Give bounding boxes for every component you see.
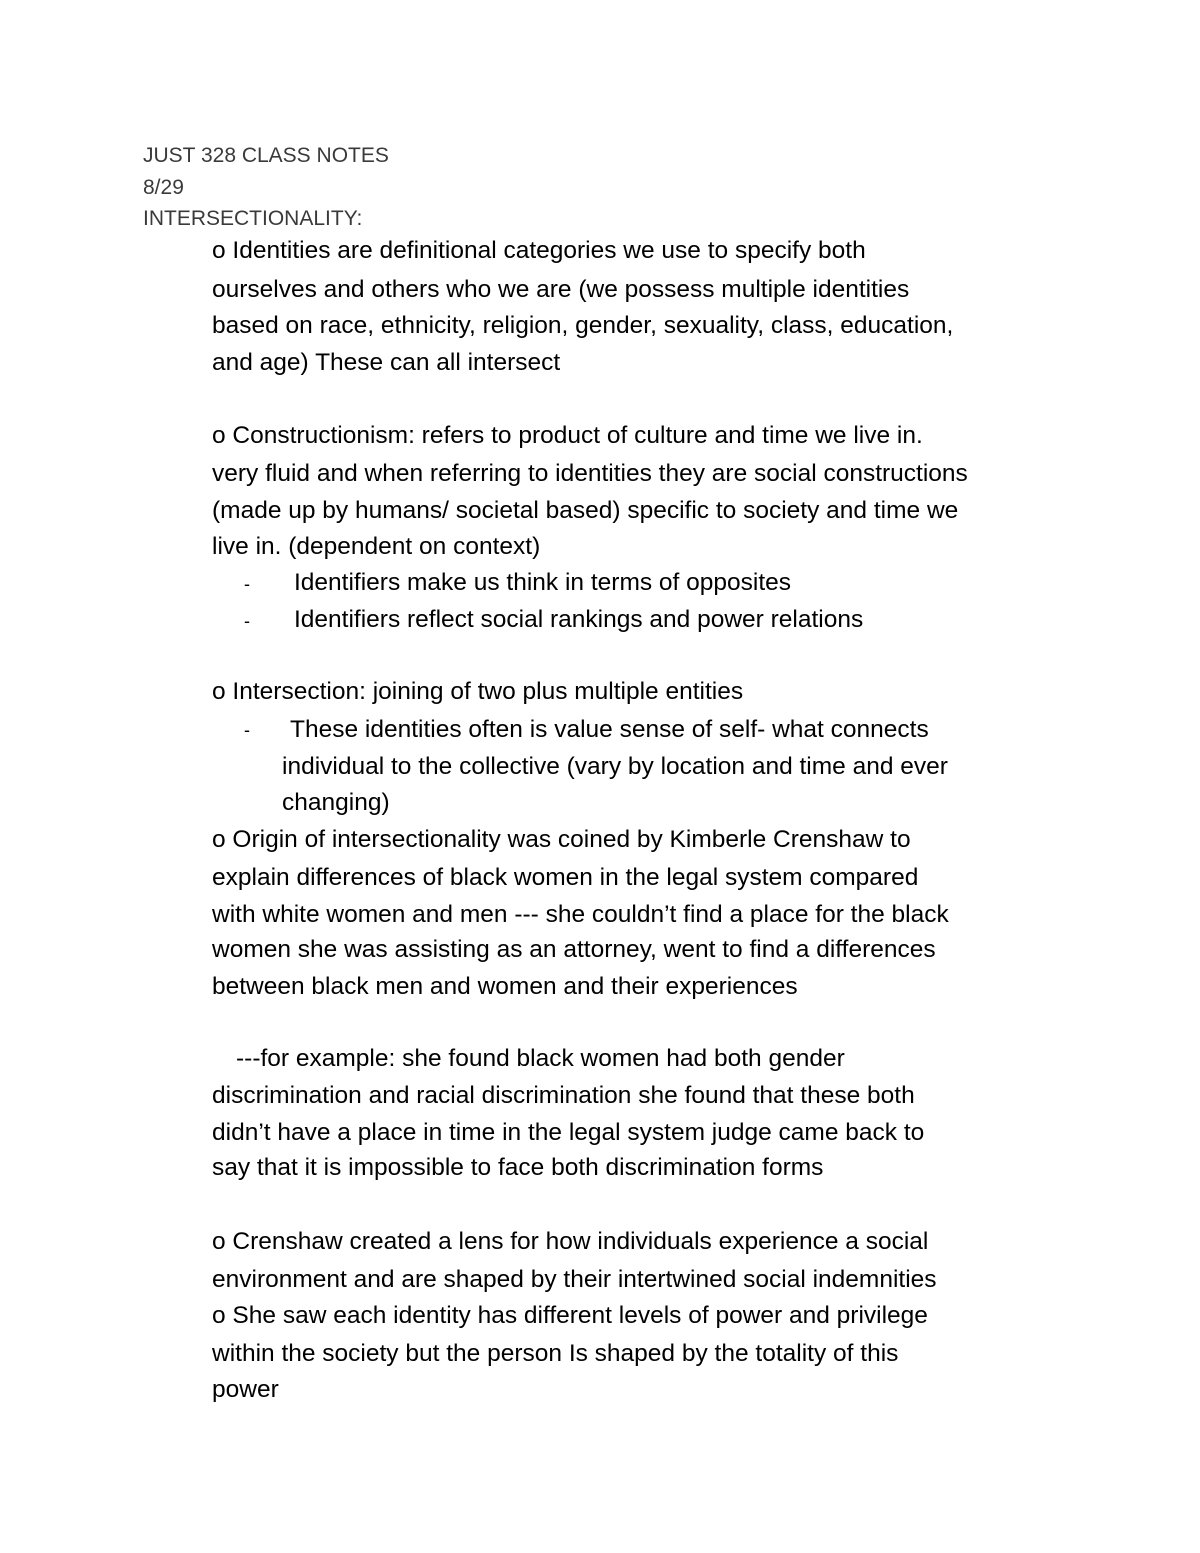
example-line: say that it is impossible to face both discrimination forms [212, 1154, 824, 1181]
intersection-line: o Intersection: joining of two plus multiple entities [212, 678, 744, 705]
document-topic: INTERSECTIONALITY: [143, 207, 363, 230]
example-line: ---for example: she found black women had both gender [236, 1045, 845, 1072]
constructionism-line: live in. (dependent on context) [212, 533, 541, 560]
bullet-dash: - [244, 574, 250, 594]
bullet-dash: - [244, 611, 250, 631]
origin-line: women she was assisting as an attorney, went to find a differences [212, 936, 936, 963]
origin-line: with white women and men --- she couldn’t find a place for the black [212, 901, 949, 928]
intersection-bullet-line: changing) [282, 789, 390, 816]
lens-line: o Crenshaw created a lens for how individuals experience a social [212, 1228, 929, 1255]
constructionism-line: (made up by humans/ societal based) specific to society and time we [212, 497, 959, 524]
example-line: didn’t have a place in time in the legal system judge came back to [212, 1119, 925, 1146]
constructionism-bullet: Identifiers make us think in terms of opposites [294, 569, 792, 596]
document-title: JUST 328 CLASS NOTES [143, 144, 389, 167]
constructionism-bullet: Identifiers reflect social rankings and power relations [294, 606, 864, 633]
power-line: o She saw each identity has different levels of power and privilege [212, 1302, 928, 1329]
identities-line: ourselves and others who we are (we possess multiple identities [212, 276, 910, 303]
example-line: discrimination and racial discrimination she found that these both [212, 1082, 915, 1109]
origin-line: between black men and women and their experiences [212, 973, 798, 1000]
constructionism-line: o Constructionism: refers to product of culture and time we live in. [212, 422, 923, 449]
intersection-bullet-line: individual to the collective (vary by location and time and ever [282, 753, 948, 780]
document-date: 8/29 [143, 176, 184, 199]
origin-line: o Origin of intersectionality was coined by Kimberle Crenshaw to [212, 826, 911, 853]
identities-line: and age) These can all intersect [212, 349, 561, 376]
power-line: power [212, 1376, 279, 1403]
origin-line: explain differences of black women in the legal system compared [212, 864, 919, 891]
identities-line: o Identities are definitional categories we use to specify both [212, 237, 866, 264]
power-line: within the society but the person Is shaped by the totality of this [212, 1340, 899, 1367]
intersection-bullet-line: These identities often is value sense of self- what connects [290, 716, 929, 743]
identities-line: based on race, ethnicity, religion, gender, sexuality, class, education, [212, 312, 954, 339]
bullet-dash: - [244, 720, 250, 740]
constructionism-line: very fluid and when referring to identities they are social constructions [212, 460, 968, 487]
lens-line: environment and are shaped by their intertwined social indemnities [212, 1266, 937, 1293]
